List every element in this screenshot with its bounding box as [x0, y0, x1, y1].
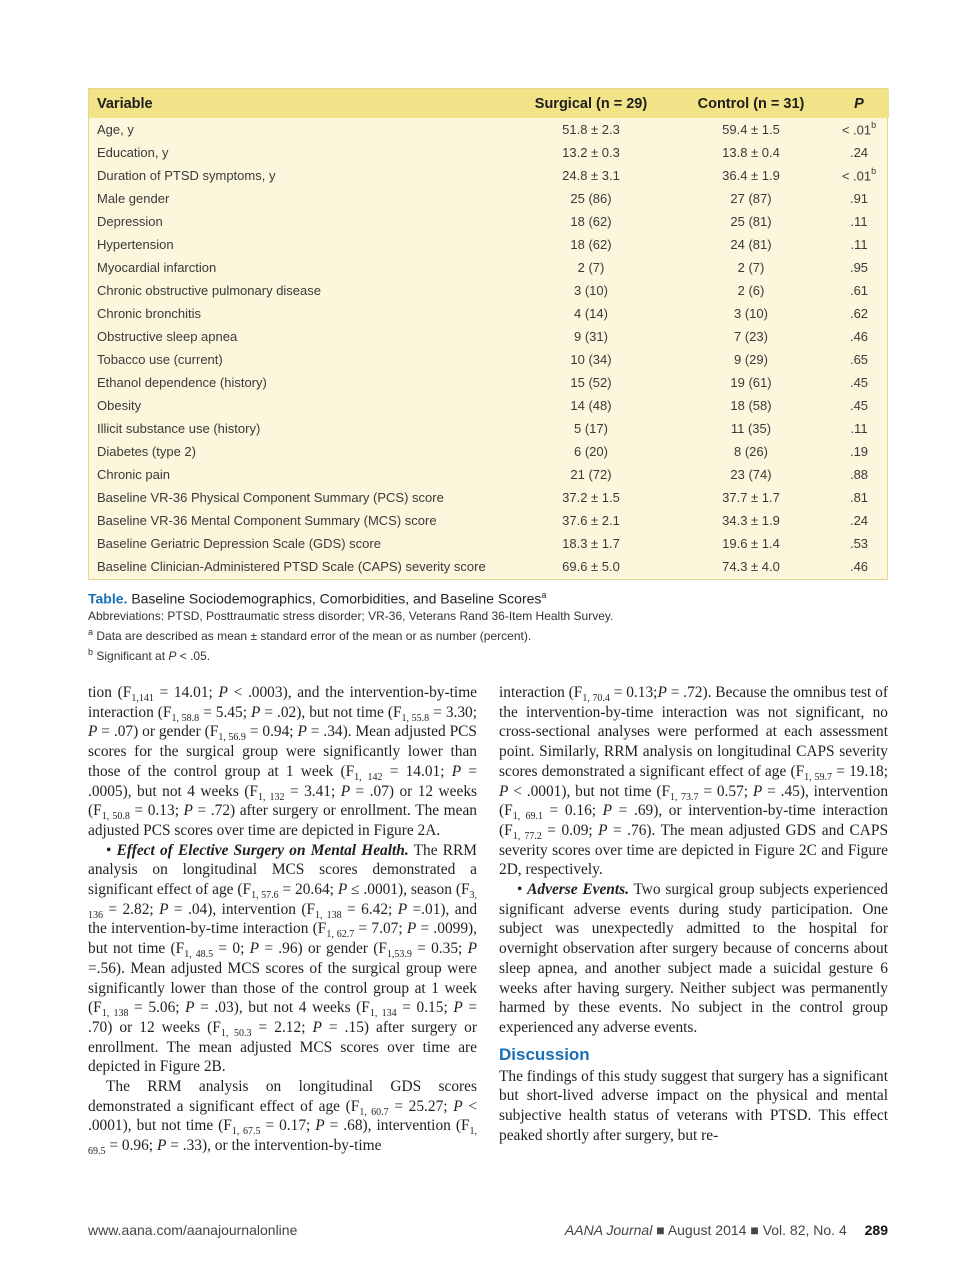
cell-p — [829, 348, 889, 371]
table-row — [89, 302, 889, 325]
cell-variable-text: Chronic pain — [97, 467, 170, 482]
cell-control — [673, 141, 829, 164]
table-row — [89, 532, 889, 555]
cell-variable-text: Myocardial infarction — [97, 260, 217, 275]
cell-variable-text: Hypertension — [97, 237, 174, 252]
caption-note-a — [88, 624, 888, 644]
cell-control — [673, 509, 829, 532]
cell-control — [673, 187, 829, 210]
cell-surgical — [509, 371, 673, 394]
table-row — [89, 440, 889, 463]
cell-p-text: .19 — [849, 444, 869, 459]
cell-control — [673, 417, 829, 440]
cell-control — [673, 302, 829, 325]
cell-p — [829, 302, 889, 325]
cell-surgical-text: 14 (48) — [570, 398, 612, 413]
table-row — [89, 348, 889, 371]
note-a-text: Data are described as mean ± standard error of the mean or as number (percent). — [96, 628, 532, 643]
cell-p — [829, 210, 889, 233]
cell-surgical — [509, 164, 673, 187]
table-row — [89, 555, 889, 578]
note-b-mark: b — [88, 646, 94, 657]
cell-p — [829, 256, 889, 279]
caption-title-note: a — [541, 590, 547, 600]
cell-p — [829, 187, 889, 210]
cell-surgical — [509, 233, 673, 256]
table-row — [89, 279, 889, 302]
cell-p — [829, 417, 889, 440]
cell-surgical — [509, 509, 673, 532]
cell-variable-text: Chronic bronchitis — [97, 306, 202, 321]
cell-variable — [89, 555, 509, 578]
cell-variable — [89, 440, 509, 463]
cell-control — [673, 371, 829, 394]
paragraph-adverse-events: • Adverse Events. Two surgical group subjects experienced significant adverse events during study participation. One subject was unexpectedly admitted to the hospital for overnight observation after surgery because of concerns about sleep apnea, and another subject made a suicidal gesture 6 weeks after having surgery. Neither subject was permanently harmed by these events. No subject in the control group experienced any adverse events. — [499, 881, 888, 1036]
cell-variable — [89, 371, 509, 394]
cell-p-text: .88 — [849, 467, 869, 482]
cell-surgical-text: 51.8 ± 2.3 — [562, 122, 620, 137]
cell-variable-text: Obstructive sleep apnea — [97, 329, 238, 344]
cell-surgical — [509, 187, 673, 210]
cell-control — [673, 118, 829, 141]
cell-variable-text: Baseline Clinician-Administered PTSD Scale (CAPS) severity score — [97, 559, 486, 574]
cell-p — [829, 141, 889, 164]
cell-variable-text: Depression — [97, 214, 163, 229]
cell-surgical — [509, 141, 673, 164]
cell-p-text: .65 — [849, 352, 869, 367]
cell-p — [829, 279, 889, 302]
table-caption — [88, 586, 888, 664]
table-row — [89, 118, 889, 141]
baseline-table — [89, 89, 889, 578]
cell-variable-text: Baseline VR-36 Physical Component Summary (PCS) score — [97, 490, 444, 505]
cell-p-text: .95 — [849, 260, 869, 275]
cell-variable — [89, 302, 509, 325]
cell-p-text: < .01 — [841, 168, 872, 184]
cell-p — [829, 233, 889, 256]
cell-control — [673, 394, 829, 417]
cell-variable — [89, 394, 509, 417]
cell-variable — [89, 486, 509, 509]
table-row — [89, 325, 889, 348]
cell-variable — [89, 164, 509, 187]
footer-journal: AANA Journal — [564, 1222, 653, 1238]
cell-surgical — [509, 325, 673, 348]
table-row — [89, 417, 889, 440]
cell-control — [673, 164, 829, 187]
cell-control — [673, 463, 829, 486]
cell-surgical — [509, 394, 673, 417]
significance-note: b — [871, 166, 877, 177]
cell-control — [673, 210, 829, 233]
cell-surgical — [509, 417, 673, 440]
cell-surgical-text: 15 (52) — [570, 375, 612, 390]
cell-p-text: .81 — [849, 490, 869, 505]
cell-surgical-text: 18 (62) — [570, 214, 612, 229]
cell-surgical-text: 4 (14) — [574, 306, 608, 321]
cell-control-text: 74.3 ± 4.0 — [722, 559, 780, 574]
cell-control-text: 34.3 ± 1.9 — [722, 513, 780, 528]
cell-surgical-text: 2 (7) — [577, 260, 605, 275]
body-column-right — [499, 683, 888, 1145]
cell-p-text: .45 — [849, 375, 869, 390]
cell-variable — [89, 256, 509, 279]
cell-surgical-text: 21 (72) — [570, 467, 612, 482]
cell-control-text: 11 (35) — [730, 421, 772, 436]
paragraph-pcs-results: tion ($F_{1,141} = 14.01$; P < .0003), and the intervention-by-time interaction ($F_{1, 58.8} = 5.45$; P = .02), but not time ($F_{1, 55.8} = 3.30$; P = .07) or gender ($F_{1, 56.9} = 0.94$; P = .34). Mean adjusted PCS scores for the surgical group were significantly lower than those of the control group at 1 week ($F_{1, 142} = 14.01$; P = .0005), but not 4 weeks ($F_{1, 132} = 3.41$; P = .07) or 12 weeks ($F_{1, 50.8} = 0.13$; P = .72) after surgery or enrollment. The mean adjusted PCS scores over time are depicted in Figure 2A. — [88, 684, 478, 839]
cell-variable — [89, 532, 509, 555]
cell-surgical — [509, 302, 673, 325]
cell-p — [829, 440, 889, 463]
cell-p — [829, 555, 889, 578]
cell-variable-text: Obesity — [97, 398, 142, 413]
cell-p-text: .46 — [849, 329, 869, 344]
table-row — [89, 233, 889, 256]
cell-variable-text: Tobacco use (current) — [97, 352, 223, 367]
cell-surgical-text: 9 (31) — [574, 329, 608, 344]
cell-variable — [89, 118, 509, 141]
cell-surgical — [509, 463, 673, 486]
baseline-table-panel — [88, 88, 888, 580]
cell-control-text: 36.4 ± 1.9 — [722, 168, 780, 183]
cell-variable-text: Illicit substance use (history) — [97, 421, 261, 436]
footer-separator: ■ — [656, 1222, 665, 1238]
caption-label: Table. — [88, 590, 128, 607]
cell-control-text: 9 (29) — [734, 352, 768, 367]
paragraph-mental-health: • Effect of Elective Surgery on Mental Health. The RRM analysis on longitudinal MCS scores demonstrated a significant effect of age ($F_{1, 57.6} = 20.64$; P ≤ .0001), season ($F_{3, 136} = 2.82$; P = .04), intervention ($F_{1, 138} = 6.42$; P =.01), and the intervention-by-time interaction ($F_{1, 62.7} = 7.07$; P = .0099), but not time ($F_{1, 48.5} = 0$; P = .96) or gender ($F_{1,53.9} = 0.35$; P =.56). Mean adjusted MCS scores of the surgical group were significantly lower than those of the control group at 1 week ($F_{1, 138} = 5.06$; P = .03), but not 4 weeks ($F_{1, 134} = 0.15$; P = .70) or 12 weeks ($F_{1, 50.3} = 2.12$; P = .15) after surgery or enrollment. The mean adjusted MCS scores over time are depicted in Figure 2B. — [88, 841, 478, 1076]
cell-control — [673, 233, 829, 256]
table-row — [89, 164, 889, 187]
cell-p-text: .45 — [849, 398, 869, 413]
cell-variable — [89, 141, 509, 164]
cell-variable-text: Education, y — [97, 145, 169, 160]
cell-variable-text: Baseline Geriatric Depression Scale (GDS) score — [97, 536, 381, 551]
cell-control — [673, 256, 829, 279]
cell-surgical-text: 10 (34) — [570, 352, 612, 367]
cell-p-text: .24 — [849, 513, 869, 528]
cell-variable — [89, 463, 509, 486]
footer-url[interactable]: www.aana.com/aanajournalonline — [88, 1222, 298, 1238]
cell-control-text: 2 (6) — [737, 283, 765, 298]
cell-p — [829, 164, 889, 187]
cell-control-text: 25 (81) — [730, 214, 772, 229]
cell-variable — [89, 279, 509, 302]
table-row — [89, 210, 889, 233]
cell-control-text: 23 (74) — [730, 467, 772, 482]
cell-surgical-text: 5 (17) — [574, 421, 608, 436]
cell-variable-text: Chronic obstructive pulmonary disease — [97, 283, 321, 298]
note-a-mark: a — [88, 626, 94, 637]
cell-surgical — [509, 440, 673, 463]
note-b-p: P — [168, 648, 177, 663]
cell-p-text: < .01 — [841, 122, 872, 138]
cell-p — [829, 394, 889, 417]
cell-control-text: 13.8 ± 0.4 — [722, 145, 780, 160]
cell-variable — [89, 509, 509, 532]
cell-surgical-text: 13.2 ± 0.3 — [562, 145, 620, 160]
cell-p-text: .11 — [850, 214, 868, 229]
cell-control — [673, 440, 829, 463]
header-variable: Variable — [97, 95, 153, 112]
cell-variable-text: Male gender — [97, 191, 170, 206]
table-body — [89, 118, 889, 578]
cell-variable-text: Baseline VR-36 Mental Component Summary (MCS) score — [97, 513, 437, 528]
header-p: P — [854, 95, 864, 112]
table-row — [89, 463, 889, 486]
cell-surgical-text: 24.8 ± 3.1 — [562, 168, 620, 183]
footer-date: August 2014 — [667, 1222, 747, 1238]
cell-surgical-text: 6 (20) — [574, 444, 608, 459]
cell-variable-text: Ethanol dependence (history) — [97, 375, 267, 390]
cell-variable — [89, 417, 509, 440]
header-control: Control (n = 31) — [697, 95, 805, 112]
cell-surgical — [509, 348, 673, 371]
cell-surgical — [509, 279, 673, 302]
cell-p — [829, 118, 889, 141]
cell-p-text: .91 — [849, 191, 869, 206]
cell-surgical-text: 25 (86) — [570, 191, 612, 206]
table-row — [89, 509, 889, 532]
footer-volume: Vol. 82, No. 4 — [762, 1222, 847, 1238]
table-row — [89, 141, 889, 164]
cell-surgical-text: 37.2 ± 1.5 — [562, 490, 620, 505]
cell-p — [829, 463, 889, 486]
table-header-row — [89, 89, 889, 118]
cell-p — [829, 486, 889, 509]
cell-p-text: .11 — [850, 237, 868, 252]
header-surgical: Surgical (n = 29) — [534, 95, 648, 112]
cell-control-text: 3 (10) — [734, 306, 768, 321]
cell-control-text: 59.4 ± 1.5 — [722, 122, 780, 137]
cell-variable — [89, 210, 509, 233]
cell-p — [829, 509, 889, 532]
table-row — [89, 256, 889, 279]
page-number: 289 — [864, 1222, 888, 1238]
cell-variable-text: Diabetes (type 2) — [97, 444, 196, 459]
table-row — [89, 486, 889, 509]
note-b-pre: Significant at — [96, 648, 169, 663]
cell-variable — [89, 187, 509, 210]
cell-surgical-text: 18 (62) — [570, 237, 612, 252]
cell-p-text: .11 — [850, 421, 868, 436]
note-b-post: < .05. — [176, 648, 211, 663]
section-heading-discussion: Discussion — [499, 1044, 590, 1064]
cell-variable — [89, 325, 509, 348]
caption-abbreviations: Abbreviations: PTSD, Posttraumatic stress disorder; VR-36, Veterans Rand 36-Item Health Survey. — [88, 608, 614, 623]
cell-control — [673, 532, 829, 555]
cell-control-text: 24 (81) — [730, 237, 772, 252]
cell-p-text: .62 — [849, 306, 869, 321]
cell-control-text: 7 (23) — [734, 329, 768, 344]
cell-control — [673, 279, 829, 302]
cell-control-text: 19 (61) — [730, 375, 772, 390]
cell-control-text: 2 (7) — [737, 260, 765, 275]
cell-surgical-text: 3 (10) — [574, 283, 608, 298]
table-row — [89, 371, 889, 394]
cell-variable-text: Duration of PTSD symptoms, y — [97, 168, 276, 183]
cell-surgical — [509, 118, 673, 141]
footer-separator: ■ — [750, 1222, 759, 1238]
caption-note-b — [88, 644, 888, 664]
cell-control — [673, 348, 829, 371]
paragraph-discussion: The findings of this study suggest that surgery has a significant but short-lived adverse impact on the physical and mental subjective health status of veterans with PTSD. This effect peaked shortly after surgery, but re- — [499, 1067, 888, 1144]
cell-surgical-text: 37.6 ± 2.1 — [562, 513, 620, 528]
cell-surgical — [509, 256, 673, 279]
cell-control-text: 8 (26) — [734, 444, 768, 459]
cell-surgical — [509, 555, 673, 578]
caption-title-text: Baseline Sociodemographics, Comorbidities, and Baseline Scores — [131, 590, 542, 607]
cell-surgical — [509, 210, 673, 233]
cell-p-text: .61 — [849, 283, 869, 298]
cell-p — [829, 532, 889, 555]
significance-note: b — [871, 120, 877, 131]
cell-control — [673, 555, 829, 578]
cell-surgical-text: 69.6 ± 5.0 — [562, 559, 620, 574]
cell-variable — [89, 348, 509, 371]
paragraph-caps-results: interaction ($F_{1, 70.4}$ = 0.13;P = .72). Because the omnibus test of the intervention-by-time interaction was not significant, no cross-sectional analyses were performed at each assessment point. Similarly, RRM analysis on longitudinal CAPS severity scores demonstrated a significant effect of age ($F_{1, 59.7} = 19.18$; P < .0001), but not time ($F_{1, 73.7} = 0.57$; P = .45), intervention ($F_{1, 69.1} = 0.16$; P = .69), or intervention-by-time interaction ($F_{1, 77.2} = 0.09$; P = .76). The mean adjusted GDS and CAPS severity scores over time are depicted in Figure 2C and Figure 2D, respectively. — [499, 684, 889, 879]
cell-p — [829, 371, 889, 394]
table-row — [89, 394, 889, 417]
caption-title — [88, 586, 888, 608]
footer-citation — [565, 1222, 888, 1238]
cell-control — [673, 486, 829, 509]
cell-control-text: 18 (58) — [730, 398, 772, 413]
paragraph-gds-results: The RRM analysis on longitudinal GDS scores demonstrated a significant effect of age ($F_{1, 60.7} = 25.27$; P < .0001), but not time ($F_{1, 67.5} = 0.17$; P = .68), intervention ($F_{1, 69.5} = 0.96$; P = .33), or the intervention-by-time — [88, 1078, 478, 1158]
body-column-left — [88, 683, 477, 1156]
cell-surgical-text: 18.3 ± 1.7 — [562, 536, 620, 551]
table-row — [89, 187, 889, 210]
cell-variable-text: Age, y — [97, 122, 134, 137]
cell-control-text: 37.7 ± 1.7 — [722, 490, 780, 505]
cell-p-text: .46 — [849, 559, 869, 574]
cell-p-text: .24 — [849, 145, 869, 160]
cell-variable — [89, 233, 509, 256]
cell-surgical — [509, 486, 673, 509]
cell-control-text: 19.6 ± 1.4 — [722, 536, 780, 551]
cell-p-text: .53 — [849, 536, 869, 551]
cell-control — [673, 325, 829, 348]
cell-control-text: 27 (87) — [730, 191, 772, 206]
cell-p — [829, 325, 889, 348]
cell-surgical — [509, 532, 673, 555]
